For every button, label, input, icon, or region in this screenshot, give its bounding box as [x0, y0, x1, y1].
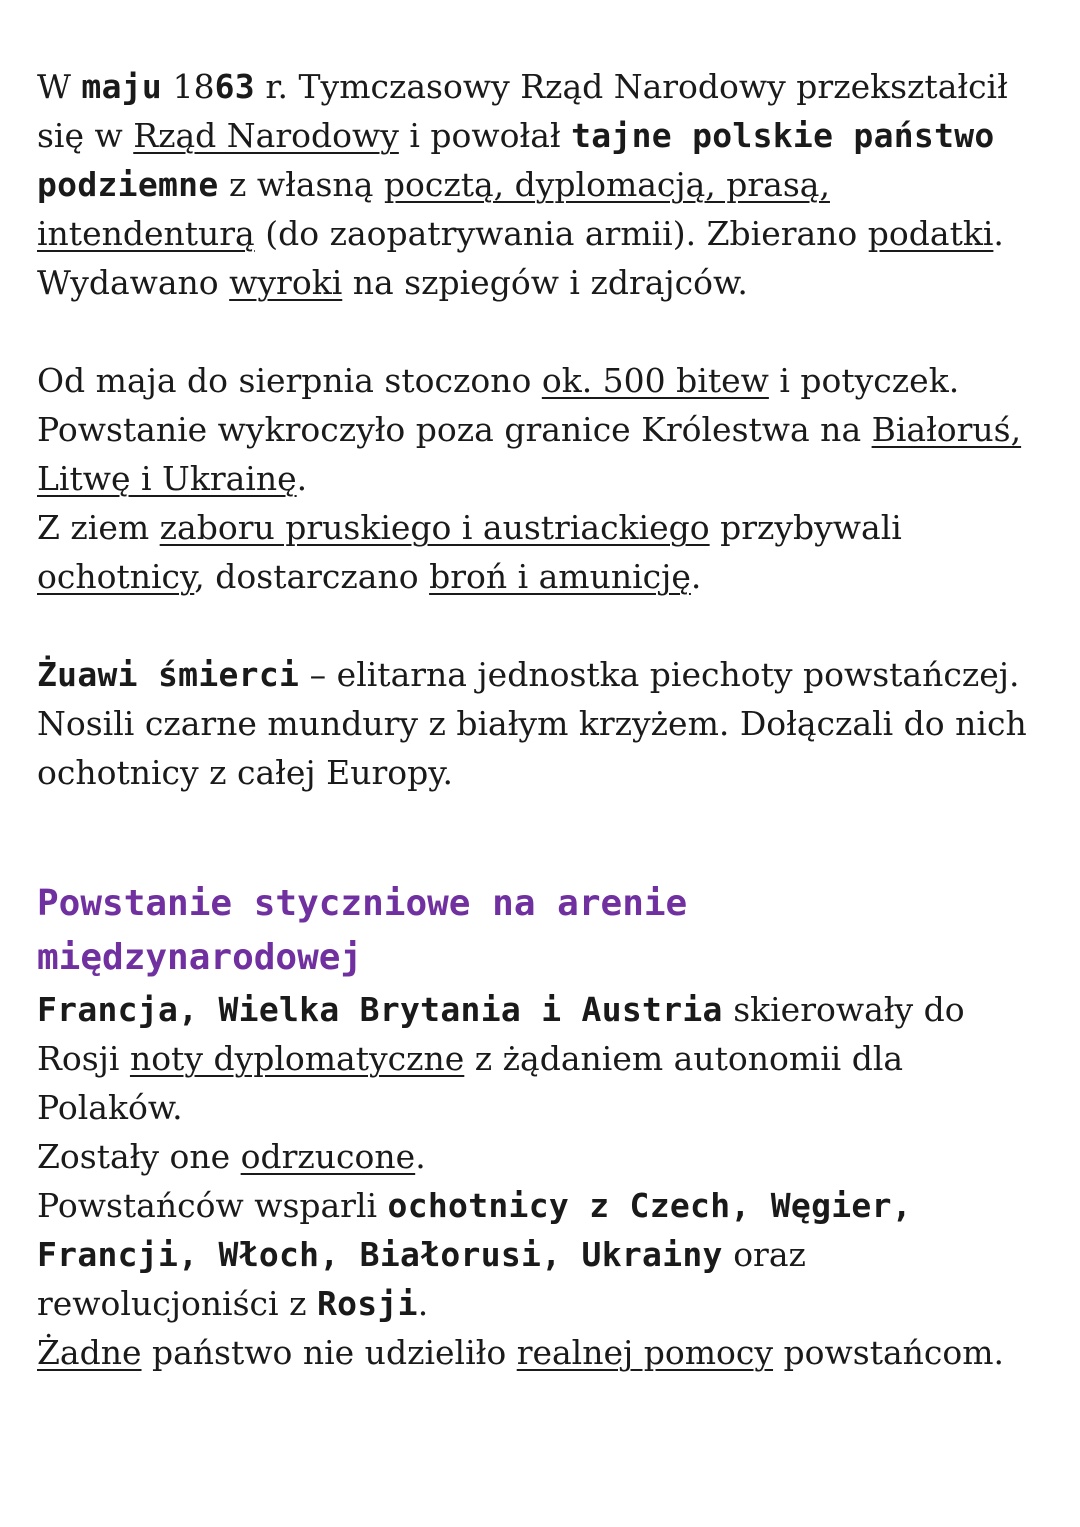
bold-text: Francja, Wielka Brytania i Austria — [37, 990, 723, 1029]
bold-text: 63 — [214, 67, 255, 106]
paragraph-ochotnicy — [37, 503, 1047, 601]
document-page — [37, 62, 1047, 1377]
text-run: . — [690, 557, 702, 596]
paragraph-zuawi — [37, 650, 1047, 797]
text-run: . Wydawano — [37, 214, 1004, 302]
underlined-text: Rząd Narodowy — [133, 116, 399, 155]
paragraph-wsparcie — [37, 1181, 1047, 1328]
text-run: z własną — [218, 165, 384, 204]
paragraph-odrzucone — [37, 1132, 1047, 1181]
text-run: . — [415, 1137, 426, 1176]
text-run: r. Tymczasowy Rząd Narodowy przekształcił się w — [37, 67, 1008, 155]
underlined-text: odrzucone — [240, 1137, 416, 1176]
text-run: , dostarczano — [194, 557, 430, 596]
text-run: Powstańców wsparli — [37, 1186, 388, 1225]
underlined-text: ok. 500 bitew — [541, 361, 769, 400]
text-run: i powołał — [398, 116, 572, 155]
underlined-text: wyroki — [229, 263, 343, 302]
bold-text: Rosji — [316, 1284, 418, 1323]
text-run: oraz rewolucjoniści z — [37, 1235, 806, 1323]
text-run: przybywali — [709, 508, 902, 547]
heading-line: międzynarodowej — [37, 937, 363, 978]
text-run: . — [296, 459, 308, 498]
underlined-text: zaboru pruskiego i austriackiego — [159, 508, 710, 547]
section-heading — [37, 877, 1047, 985]
text-run: Zostały one — [37, 1137, 241, 1176]
text-run: W — [37, 67, 82, 106]
underlined-text: realnej pomocy — [516, 1333, 774, 1372]
underlined-text: Białoruś, Litwę i Ukrainę — [37, 410, 1022, 498]
text-run: Z ziem — [37, 508, 160, 547]
text-run: powstańcom. — [773, 1333, 1005, 1372]
text-run: na szpiegów i zdrajców. — [342, 263, 748, 302]
underlined-text: noty dyplomatyczne — [129, 1039, 465, 1078]
underlined-text: pocztą, dyplomacją, prasą, intendenturą — [37, 165, 830, 253]
text-run: 18 — [162, 67, 215, 106]
bold-text: ochotnicy z Czech, Węgier, Francji, Włoch, Białorusi, Ukrainy — [37, 1186, 912, 1274]
text-run: – elitarna jednostka piechoty powstańczej. Nosili czarne mundury z białym krzyżem. Dołączali do nich ochotnicy z całej Europy. — [37, 655, 1027, 792]
underlined-text: ochotnicy — [37, 557, 195, 596]
bold-text: Żuawi śmierci — [37, 655, 300, 694]
paragraph-rzad-narodowy — [37, 62, 1047, 307]
heading-line: Powstanie styczniowe na arenie — [37, 883, 688, 924]
paragraph-bitwy — [37, 356, 1047, 503]
text-run: i potyczek. Powstanie wykroczyło poza granice Królestwa na — [37, 361, 960, 449]
underlined-text: podatki — [867, 214, 994, 253]
text-run: skierowały do Rosji — [37, 990, 965, 1078]
paragraph-pomoc — [37, 1328, 1047, 1377]
bold-text: maju — [81, 67, 163, 106]
text-run: . — [417, 1284, 429, 1323]
underlined-text: Żadne — [37, 1333, 142, 1372]
underlined-text: broń i amunicję — [429, 557, 691, 596]
paragraph-noty — [37, 985, 1047, 1132]
text-run: Od maja do sierpnia stoczono — [37, 361, 542, 400]
text-run: (do zaopatrywania armii). Zbierano — [254, 214, 868, 253]
bold-text: tajne polskie państwo podziemne — [37, 116, 995, 204]
text-run: państwo nie udzieliło — [141, 1333, 517, 1372]
text-run: z żądaniem autonomii dla Polaków. — [37, 1039, 904, 1127]
